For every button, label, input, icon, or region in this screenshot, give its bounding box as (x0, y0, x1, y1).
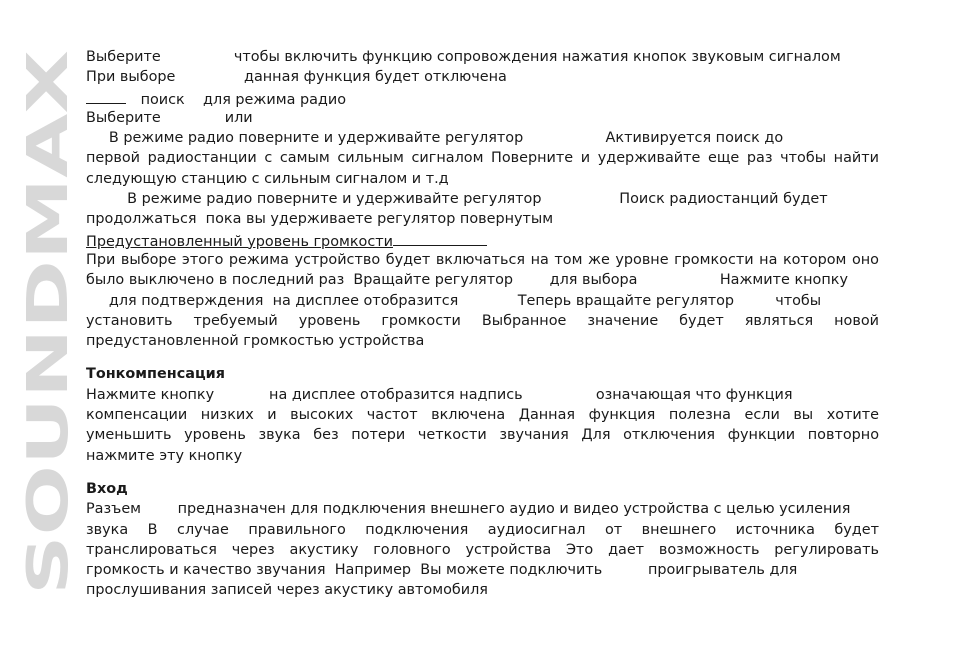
text-line: Выберите чтобы включить функцию сопровождения нажатия кнопок звуковым сигналом (86, 49, 841, 65)
text-line: В режиме радио поверните и удерживайте регулятор Поиск радиостанций будет (86, 191, 828, 208)
text-line: При выборе данная функция будет отключена (86, 69, 507, 86)
watermark-text: SOUNDMAX (16, 225, 81, 595)
text-line: прослушивания записей через акустику автомобиля (86, 582, 488, 599)
text-line-search (86, 88, 879, 108)
blank-underline (86, 88, 126, 104)
section-heading-loudness: Тонкомпенсация (86, 366, 225, 383)
preset-volume-title: Предустановленный уровень громкости (86, 233, 393, 250)
preset-volume-heading (86, 230, 879, 250)
text-line: Выберите или (86, 109, 253, 126)
text-line: первой радиостанции с самым сильным сигналом Поверните и удерживайте еще раз чтобы найти (86, 150, 879, 167)
text-line: транслироваться через акустику головного устройства Это дает возможность регулировать (86, 541, 879, 558)
text-line: Разъем предназначен для подключения внешнего аудио и видео устройства с целью усиления (86, 501, 851, 518)
text-line: предустановленной громкостью устройства (86, 333, 425, 350)
text-line: для подтверждения на дисплее отобразится Теперь вращайте регулятор чтобы (86, 292, 822, 309)
text-line: установить требуемый уровень громкости Выбранное значение будет являться новой (86, 312, 879, 329)
text-line: компенсации низких и высоких частот включена Данная функция полезна если вы хотите (86, 407, 879, 424)
section-heading-input: Вход (86, 480, 128, 497)
text-line: громкость и качество звучания Например Вы можете подключить проигрыватель для (86, 562, 798, 579)
text-line: звука В случае правильного подключения аудиосигнал от внешнего источника будет (86, 521, 879, 538)
text-line: было выключено в последний раз Вращайте регулятор для выбора Нажмите кнопку (86, 272, 848, 289)
text-line: следующую станцию с сильным сигналом и т.д (86, 170, 449, 187)
text-line: уменьшить уровень звука без потери четкости звучания Для отключения функции повторно (86, 427, 879, 444)
text-line: нажмите эту кнопку (86, 447, 243, 464)
manual-page (86, 47, 879, 601)
text-line: В режиме радио поверните и удерживайте регулятор Активируется поиск до (86, 130, 784, 147)
soundmax-watermark (16, 50, 81, 595)
text-line: При выборе этого режима устройство будет включаться на том же уровне громкости на котором оно (86, 251, 879, 268)
text-line: Нажмите кнопку на дисплее отобразится надпись означающая что функция (86, 386, 793, 403)
heading-underline (393, 230, 487, 246)
text-line: продолжаться пока вы удерживаете регулятор повернутым (86, 211, 554, 228)
text-line-search-label: поиск для режима радио (136, 91, 347, 108)
